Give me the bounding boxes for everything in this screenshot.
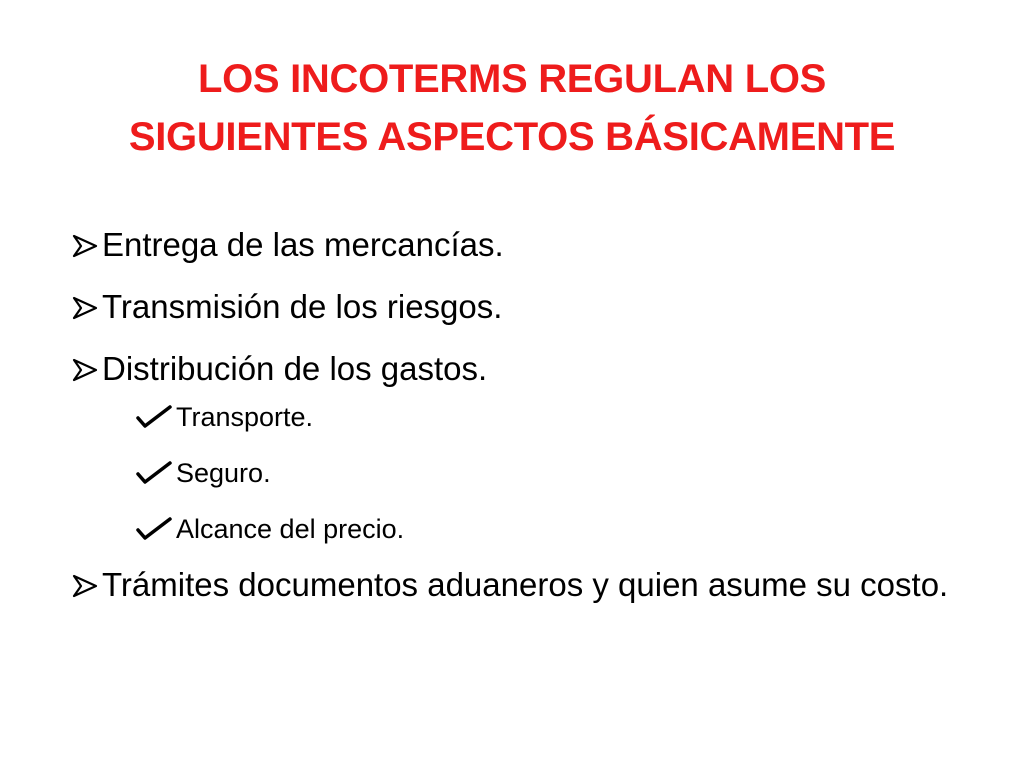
sub-bullet-list xyxy=(102,400,964,546)
sub-bullet-item xyxy=(102,400,964,434)
arrow-bullet-icon xyxy=(72,296,98,320)
bullet-item xyxy=(72,222,964,268)
bullet-text: Trámites documentos aduaneros y quien asume su costo. xyxy=(102,566,949,603)
arrow-bullet-icon xyxy=(72,574,98,598)
arrow-bullet-icon xyxy=(72,358,98,382)
sub-bullet-item xyxy=(102,456,964,490)
sub-bullet-text: Transporte. xyxy=(176,402,314,432)
checkmark-icon xyxy=(134,460,174,486)
checkmark-icon xyxy=(134,516,174,542)
sub-bullet-item xyxy=(102,512,964,546)
slide-title-line-2: SIGUIENTES ASPECTOS BÁSICAMENTE xyxy=(128,115,896,159)
checkmark-icon xyxy=(134,404,174,430)
bullet-text: Entrega de las mercancías. xyxy=(102,226,504,263)
bullet-item xyxy=(72,346,964,546)
bullet-text: Transmisión de los riesgos. xyxy=(102,288,503,325)
slide-title-line-1: LOS INCOTERMS REGULAN LOS xyxy=(197,57,827,101)
sub-bullet-text: Seguro. xyxy=(176,458,271,488)
slide-title xyxy=(40,50,984,166)
bullet-list xyxy=(72,222,964,624)
arrow-bullet-icon xyxy=(72,234,98,258)
bullet-item xyxy=(72,562,964,608)
bullet-text: Distribución de los gastos. xyxy=(102,350,488,387)
bullet-item xyxy=(72,284,964,330)
sub-bullet-text: Alcance del precio. xyxy=(176,514,405,544)
